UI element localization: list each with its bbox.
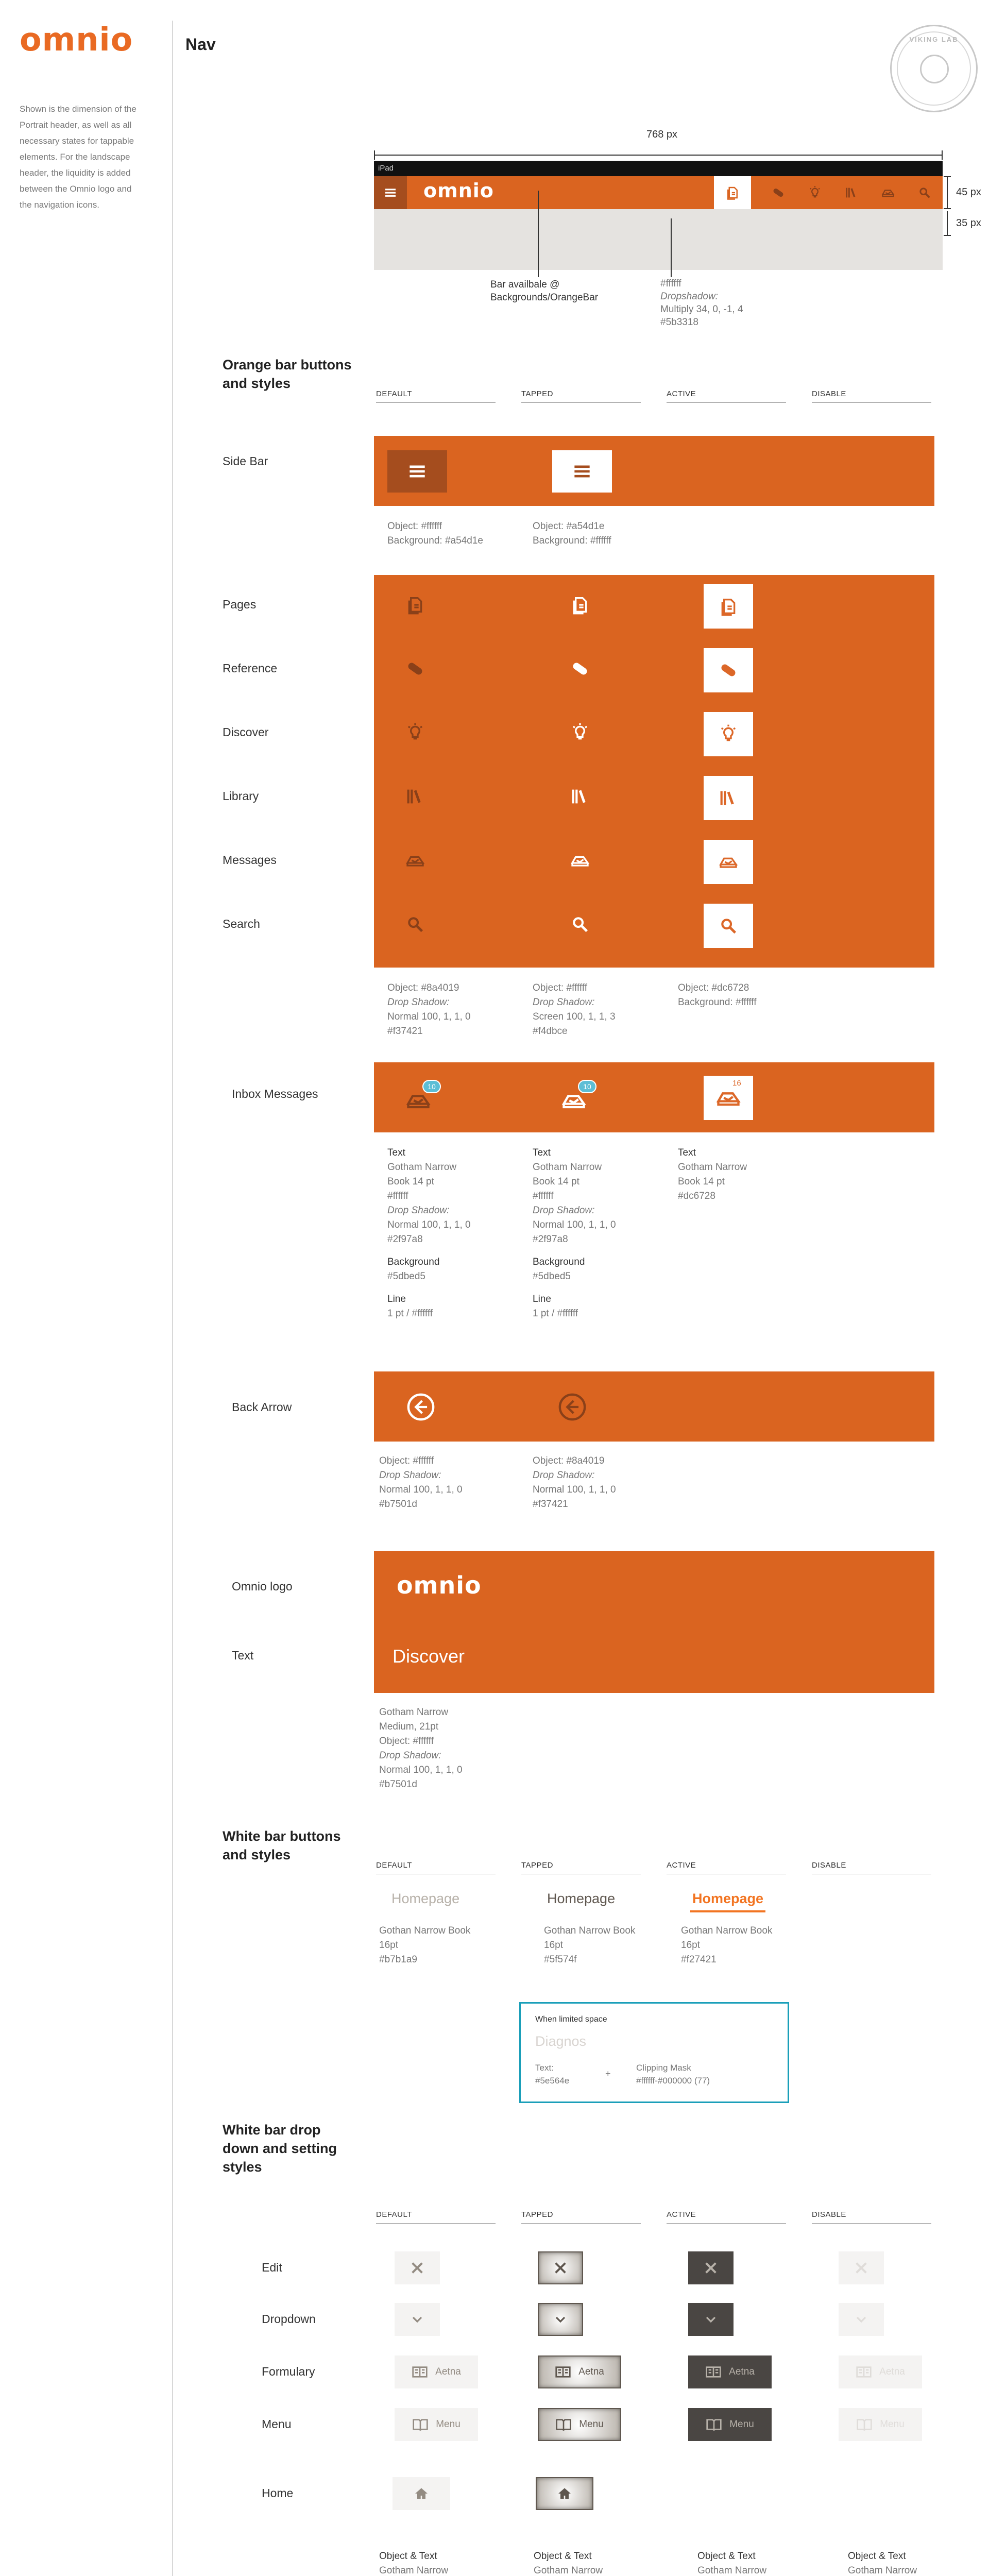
inbox-default[interactable] <box>405 1080 441 1116</box>
formulary-button-text: Aetna <box>435 2366 461 2377</box>
icon-active-bulb[interactable] <box>704 712 753 756</box>
inbox-badge: 10 <box>578 1080 596 1093</box>
formulary-button-default[interactable] <box>395 2355 478 2388</box>
orange-section-title: Orange bar buttons and styles <box>223 357 352 391</box>
dropdown-row-label: Home <box>262 2486 294 2500</box>
formulary-button-text: Aetna <box>879 2366 905 2377</box>
dropdown-row-label: Edit <box>262 2261 282 2274</box>
menu-button-text: Menu <box>729 2419 754 2430</box>
icon-note-default: Object: #8a4019 Drop Shadow: Normal 100, 1, 1, 0 #f37421 <box>387 982 471 1037</box>
icon-tapped-pages[interactable] <box>570 595 594 619</box>
wrench-icon <box>409 2260 425 2276</box>
icon-row-label: Search <box>223 917 260 930</box>
menu-button-default[interactable] <box>395 2408 478 2441</box>
pill-icon <box>771 185 786 200</box>
dropdown-section-title: White bar drop down and setting styles <box>223 2122 337 2175</box>
icon-active-library[interactable] <box>704 776 753 820</box>
icon-default-bulb[interactable] <box>405 722 430 747</box>
sidebar-button-default[interactable] <box>387 450 447 493</box>
dropdown-note: Object & Text Gotham Narrow <box>848 2551 917 2576</box>
dropdown-button-disabled[interactable] <box>839 2303 884 2336</box>
column-divider <box>172 21 173 2576</box>
library-icon <box>405 786 425 807</box>
menu-button-text: Menu <box>579 2419 604 2430</box>
sidebar-note-default: Object: #ffffff Background: #a54d1e <box>387 521 483 546</box>
icon-default-pages[interactable] <box>405 595 430 619</box>
sidebar-label: Side Bar <box>223 454 268 468</box>
bulb-icon <box>808 185 822 200</box>
ipad-nav-library[interactable] <box>844 185 859 200</box>
wrench-icon <box>703 2260 719 2276</box>
white-column-headers: DEFAULT TAPPED ACTIVE DISABLE <box>376 1861 943 1882</box>
dropdown-button-default[interactable] <box>395 2303 440 2336</box>
back-arrow-label: Back Arrow <box>232 1400 292 1414</box>
icon-default-search[interactable] <box>405 914 430 939</box>
icon-note-tapped: Object: #ffffff Drop Shadow: Screen 100, 1, 1, 3 #f4dbce <box>533 982 616 1037</box>
library-icon <box>718 788 739 808</box>
omnio-logo: omnio <box>20 21 133 58</box>
dropdown-button-tapped[interactable] <box>538 2303 583 2336</box>
wrench-icon <box>552 2260 569 2276</box>
ipad-nav-messages[interactable] <box>881 185 895 200</box>
badge-text: VIKING LAB <box>909 36 959 43</box>
dropdown-button-active[interactable] <box>688 2303 734 2336</box>
ipad-width-label: 768 px <box>646 129 678 140</box>
icon-default-messages[interactable] <box>405 850 430 875</box>
back-arrow-bar <box>374 1371 934 1442</box>
menu-icon <box>406 460 429 483</box>
ipad-nav-pill[interactable] <box>771 185 786 200</box>
dropdown-note: Object & Text Gotham Narrow <box>697 2551 767 2576</box>
formulary-icon <box>856 2364 872 2380</box>
icon-grid-panel <box>374 575 934 968</box>
text-label: Text <box>232 1649 254 1662</box>
back-note-default: Object: #ffffff Drop Shadow: Normal 100, 1, 1, 0 #b7501d <box>379 1455 463 1510</box>
pill-icon <box>570 658 590 679</box>
formulary-button-disabled[interactable] <box>839 2355 922 2388</box>
formulary-button-text: Aetna <box>578 2366 604 2377</box>
callout-dropshadow: #ffffff Dropshadow: Multiply 34, 0, -1, 4 #5b3318 <box>660 278 743 328</box>
icon-row-label: Messages <box>223 853 277 867</box>
search-icon <box>570 914 590 935</box>
icon-tapped-messages[interactable] <box>570 850 594 875</box>
edit-button-default[interactable] <box>395 2251 440 2284</box>
dropdown-row-label: Formulary <box>262 2365 315 2378</box>
dropdown-note: Object & Text Gotham Narrow <box>534 2551 603 2576</box>
inbox-badge: 16 <box>732 1079 741 1088</box>
icon-tapped-pill[interactable] <box>570 658 594 683</box>
chevron-down-icon <box>409 2311 425 2328</box>
icon-tapped-library[interactable] <box>570 786 594 811</box>
menu-icon <box>383 185 398 200</box>
edit-button-tapped[interactable] <box>538 2251 583 2284</box>
pages-icon <box>718 596 739 617</box>
tab-note-default: Gothan Narrow Book 16pt #b7b1a9 <box>379 1925 471 1965</box>
tab-active-underline <box>690 1910 765 1912</box>
icon-default-pill[interactable] <box>405 658 430 683</box>
inbox-note: Text Gotham Narrow Book 14 pt #ffffff Drop Shadow: Normal 100, 1, 1, 0 #2f97a8 Background #5dbed5 Line 1 pt / #ffffff <box>387 1147 471 1319</box>
back-arrow-default[interactable] <box>406 1392 436 1422</box>
callout-background: Bar availbale @ Backgrounds/OrangeBar <box>490 279 599 303</box>
ipad-dimension-line <box>374 155 943 156</box>
limited-sample-text: Diagnos <box>535 2033 587 2049</box>
library-icon <box>570 786 590 807</box>
ipad-nav-bulb[interactable] <box>808 185 822 200</box>
ipad-omnio-logo: omnio <box>423 179 494 202</box>
inbox-note: Text Gotham Narrow Book 14 pt #ffffff Drop Shadow: Normal 100, 1, 1, 0 #2f97a8 Background #5dbed5 Line 1 pt / #ffffff <box>533 1147 616 1319</box>
inbox-bar <box>374 1062 934 1132</box>
icon-tapped-bulb[interactable] <box>570 722 594 747</box>
book-icon <box>706 2416 722 2433</box>
home-icon <box>413 2485 430 2502</box>
book-icon <box>856 2416 873 2433</box>
ipad-pages-tab[interactable] <box>714 176 751 209</box>
chevron-down-icon <box>703 2311 719 2328</box>
omnio-logo-label: Omnio logo <box>232 1580 293 1593</box>
formulary-button-text: Aetna <box>729 2366 755 2377</box>
limited-space-box: When limited space Diagnos Text: #5e564e + Clipping Mask #ffffff-#000000 (77) <box>519 2002 789 2103</box>
icon-active-search[interactable] <box>704 904 753 948</box>
messages-icon <box>881 185 895 200</box>
search-icon <box>718 916 739 936</box>
book-icon <box>555 2416 572 2433</box>
home-icon <box>556 2485 573 2502</box>
icon-active-messages[interactable] <box>704 840 753 884</box>
dropdown-row-label: Dropdown <box>262 2312 316 2326</box>
icon-active-pages[interactable] <box>704 584 753 629</box>
tab-homepage-active[interactable]: Homepage <box>692 1891 764 1906</box>
ipad-menu-button[interactable] <box>374 176 407 209</box>
inbox-badge: 10 <box>422 1080 441 1093</box>
pill-icon <box>405 658 425 679</box>
edit-button-disabled[interactable] <box>839 2251 884 2284</box>
tab-homepage-default[interactable]: Homepage <box>391 1891 460 1906</box>
formulary-icon <box>705 2364 722 2380</box>
home-button-default[interactable] <box>393 2477 450 2510</box>
white-section-title: White bar buttons and styles <box>223 1828 341 1862</box>
messages-icon <box>718 852 739 872</box>
ipad-nav-search[interactable] <box>917 185 932 200</box>
menu-button-tapped[interactable] <box>538 2408 621 2441</box>
tab-note-active: Gothan Narrow Book 16pt #f27421 <box>681 1925 773 1965</box>
dropdown-note: Object & Text Gotham Narrow <box>379 2551 449 2576</box>
search-icon <box>917 185 932 200</box>
icon-note-active: Object: #dc6728 Background: #ffffff <box>678 982 757 1008</box>
chevron-down-icon <box>552 2311 569 2328</box>
ipad-orange-bar <box>374 176 943 209</box>
ipad-status-bar <box>374 161 943 176</box>
inbox-label: Inbox Messages <box>232 1087 318 1100</box>
icon-row-label: Reference <box>223 662 278 675</box>
menu-button-text: Menu <box>436 2419 461 2430</box>
pages-icon <box>570 595 590 615</box>
messages-icon <box>405 850 425 871</box>
menu-icon <box>571 460 593 483</box>
pages-icon <box>725 185 740 200</box>
icon-row-label: Discover <box>223 725 269 739</box>
formulary-button-tapped[interactable] <box>538 2355 621 2388</box>
tab-note-tapped: Gothan Narrow Book 16pt #5f574f <box>544 1925 636 1965</box>
pages-icon <box>405 595 425 615</box>
discover-text-sample: Discover <box>393 1646 465 1667</box>
sidebar-button-tapped[interactable] <box>552 450 612 493</box>
viking-lab-badge <box>890 25 978 112</box>
messages-icon <box>715 1084 742 1111</box>
inbox-tapped[interactable] <box>560 1080 596 1116</box>
inbox-active[interactable] <box>704 1076 753 1120</box>
chevron-down-icon <box>853 2311 869 2328</box>
dropdown-column-headers: DEFAULT TAPPED ACTIVE DISABLE <box>376 2210 943 2231</box>
height-label-top: 45 px <box>956 187 981 198</box>
tab-homepage-tapped[interactable]: Homepage <box>547 1891 616 1906</box>
edit-button-active[interactable] <box>688 2251 734 2284</box>
intro-description: Shown is the dimension of the Portrait header, as well as all necessary states for tappable elements. For the landscape header, the liquidity is added between the Omnio logo and the navigation icons. <box>20 104 137 210</box>
dropdown-row-label: Menu <box>262 2417 292 2431</box>
bulb-icon <box>570 722 590 743</box>
ipad-content-area <box>374 209 943 270</box>
pill-icon <box>718 660 739 681</box>
menu-button-disabled[interactable] <box>839 2408 922 2441</box>
back-note-tapped: Object: #8a4019 Drop Shadow: Normal 100, 1, 1, 0 #f37421 <box>533 1455 616 1510</box>
logo-note: Gotham Narrow Medium, 21pt Object: #ffffff Drop Shadow: Normal 100, 1, 1, 0 #b7501d <box>379 1707 463 1790</box>
icon-row-label: Library <box>223 789 259 803</box>
book-icon <box>412 2416 429 2433</box>
wrench-icon <box>853 2260 869 2276</box>
bulb-icon <box>405 722 425 743</box>
back-arrow-icon <box>406 1392 436 1422</box>
formulary-button-active[interactable] <box>688 2355 772 2388</box>
orange-column-headers: DEFAULT TAPPED ACTIVE DISABLE <box>376 389 943 410</box>
formulary-icon <box>555 2364 571 2380</box>
home-button-tapped[interactable] <box>536 2477 593 2510</box>
icon-default-library[interactable] <box>405 786 430 811</box>
icon-row-label: Pages <box>223 598 257 611</box>
height-label-bottom: 35 px <box>956 217 981 229</box>
icon-tapped-search[interactable] <box>570 914 594 939</box>
bulb-icon <box>718 724 739 744</box>
menu-button-active[interactable] <box>688 2408 772 2441</box>
ipad-label: iPad <box>378 164 394 173</box>
menu-button-text: Menu <box>880 2419 905 2430</box>
icon-active-pill[interactable] <box>704 648 753 692</box>
sidebar-bar <box>374 436 934 506</box>
page-title: Nav <box>185 35 216 54</box>
formulary-icon <box>412 2364 428 2380</box>
logo-text-bar <box>374 1551 934 1693</box>
back-arrow-tapped[interactable] <box>557 1392 587 1422</box>
library-icon <box>844 185 859 200</box>
search-icon <box>405 914 425 935</box>
back-arrow-icon <box>557 1392 587 1422</box>
inbox-note: Text Gotham Narrow Book 14 pt #dc6728 <box>678 1147 747 1201</box>
messages-icon <box>570 850 590 871</box>
logo-sample: omnio <box>397 1571 482 1599</box>
sidebar-note-tapped: Object: #a54d1e Background: #ffffff <box>533 521 611 546</box>
